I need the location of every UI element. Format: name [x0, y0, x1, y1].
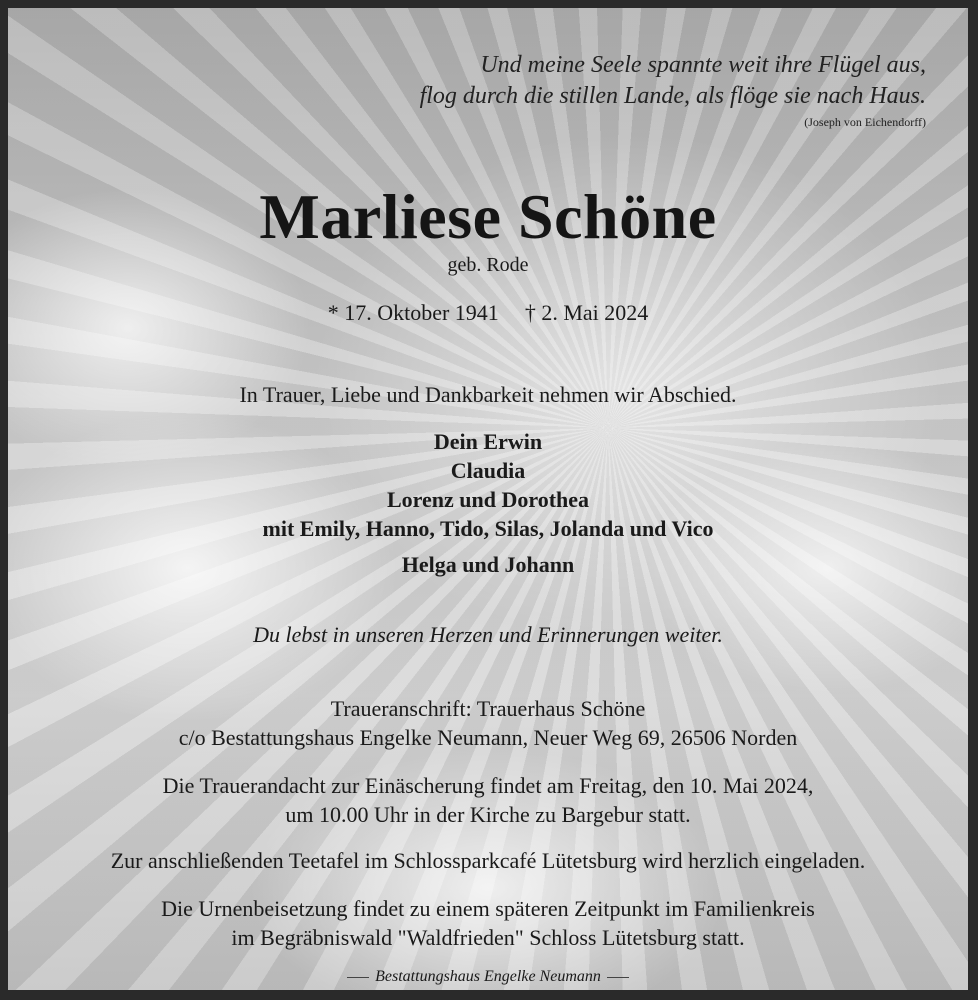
- life-dates: [8, 300, 968, 326]
- address-line-1: Traueranschrift: Trauerhaus Schöne: [330, 696, 646, 721]
- mourning-address: [8, 694, 968, 752]
- mourner: Dein Erwin: [433, 429, 543, 454]
- mourners-list: [8, 427, 968, 543]
- footer-rule-right: [607, 977, 629, 978]
- service-line-2: um 10.00 Uhr in der Kirche zu Bargebur statt.: [285, 802, 691, 827]
- death-date: † 2. Mai 2024: [524, 300, 649, 325]
- footer-rule-left: [347, 977, 369, 978]
- mourner: mit Emily, Hanno, Tido, Silas, Jolanda und Vico: [262, 516, 714, 541]
- burial-info: [8, 894, 968, 952]
- quote-line-1: Und meine Seele spannte weit ihre Flügel aus,: [480, 52, 926, 78]
- quote-author: (Joseph von Eichendorff): [804, 115, 926, 129]
- birth-date: * 17. Oktober 1941: [327, 300, 499, 325]
- address-line-2: c/o Bestattungshaus Engelke Neumann, Neuer Weg 69, 26506 Norden: [178, 725, 798, 750]
- mourner: Lorenz und Dorothea: [386, 487, 590, 512]
- intro-text: In Trauer, Liebe und Dankbarkeit nehmen wir Abschied.: [239, 382, 737, 407]
- burial-line-2: im Begräbniswald "Waldfrieden" Schloss Lütetsburg statt.: [231, 925, 745, 950]
- deceased-name: Marliese Schöne: [259, 181, 717, 252]
- service-info: [8, 771, 968, 829]
- mourner: Claudia: [450, 458, 526, 483]
- funeral-home-name: Bestattungshaus Engelke Neumann: [375, 968, 601, 985]
- birth-name: geb. Rode: [447, 254, 529, 276]
- obituary-notice: [8, 8, 968, 990]
- quote: [420, 50, 926, 130]
- burial-line-1: Die Urnenbeisetzung findet zu einem späteren Zeitpunkt im Familienkreis: [161, 896, 815, 921]
- teatable-info: Zur anschließenden Teetafel im Schlossparkcafé Lütetsburg wird herzlich eingeladen.: [110, 848, 866, 873]
- mourner-extra: Helga und Johann: [401, 552, 575, 577]
- service-line-1: Die Trauerandacht zur Einäscherung findet am Freitag, den 10. Mai 2024,: [162, 773, 814, 798]
- closing-text: Du lebst in unseren Herzen und Erinnerungen weiter.: [253, 622, 723, 647]
- quote-line-2: flog durch die stillen Lande, als flöge sie nach Haus.: [419, 83, 926, 109]
- footer: [8, 968, 968, 986]
